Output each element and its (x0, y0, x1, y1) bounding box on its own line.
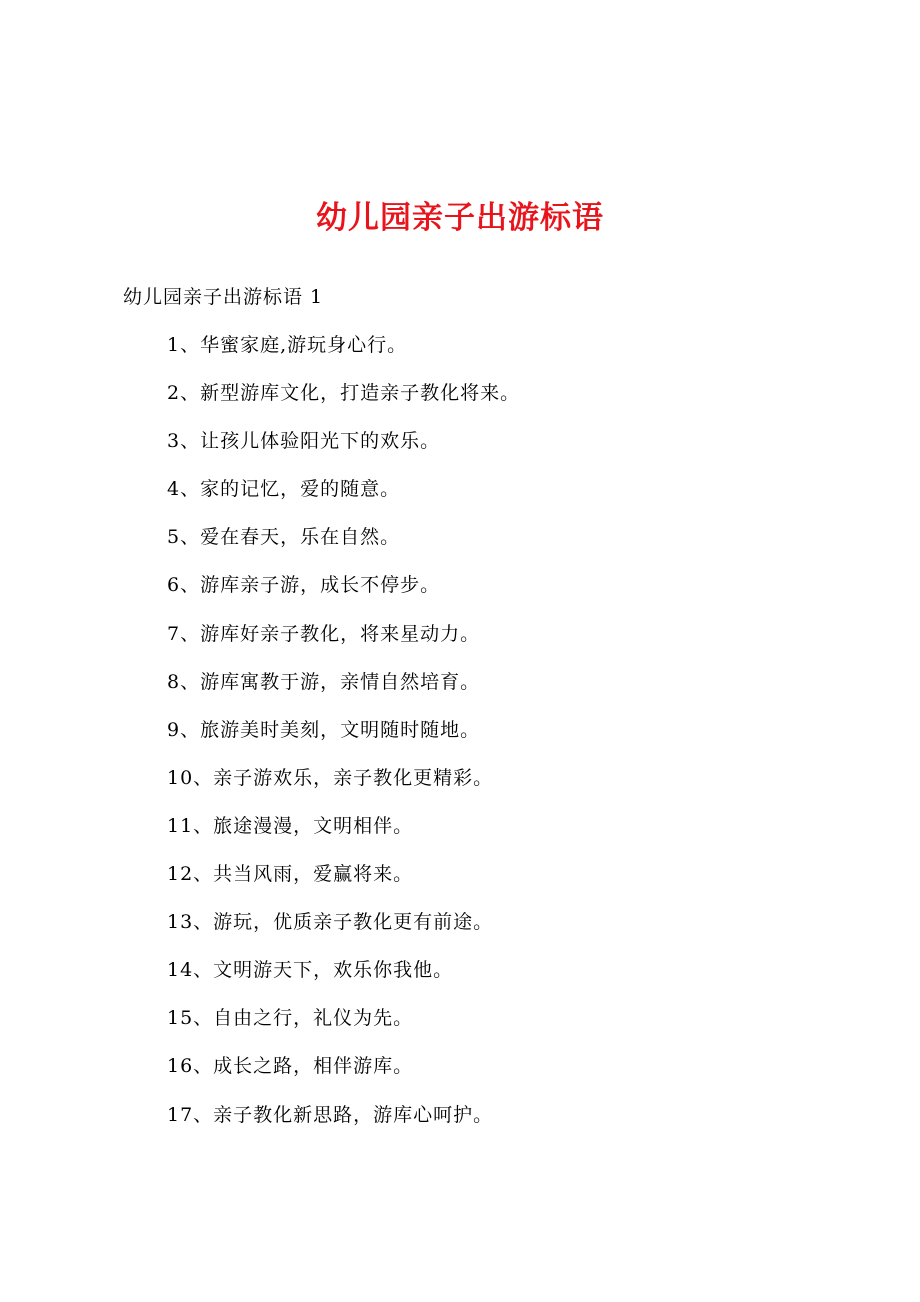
slogan-item: 16、成长之路，相伴游库。 (167, 1055, 414, 1078)
slogan-list (167, 330, 520, 1148)
slogan-item: 1、华蜜家庭,游玩身心行。 (167, 334, 408, 356)
slogan-item: 3、让孩儿体验阳光下的欢乐。 (167, 430, 441, 453)
section-heading: 幼儿园亲子出游标语 1 (123, 286, 324, 308)
slogan-item: 17、亲子教化新思路，游库心呵护。 (167, 1103, 494, 1126)
slogan-item: 11、旅途漫漫，文明相伴。 (167, 814, 414, 837)
slogan-item: 5、爱在春天，乐在自然。 (167, 526, 401, 549)
slogan-item: 7、游库好亲子教化，将来星动力。 (167, 622, 481, 645)
slogan-item: 8、游库寓教于游，亲情自然培育。 (167, 670, 481, 693)
slogan-item: 6、游库亲子游，成长不停步。 (167, 574, 441, 597)
slogan-item: 2、新型游库文化，打造亲子教化将来。 (167, 382, 521, 405)
slogan-item: 4、家的记忆，爱的随意。 (167, 478, 401, 501)
slogan-item: 15、自由之行，礼仪为先。 (167, 1007, 414, 1030)
slogan-item: 10、亲子游欢乐，亲子教化更精彩。 (167, 766, 494, 789)
slogan-item: 12、共当风雨，爱赢将来。 (167, 863, 414, 886)
document-title: 幼儿园亲子出游标语 (316, 200, 604, 236)
slogan-item: 13、游玩，优质亲子教化更有前途。 (167, 911, 494, 934)
slogan-item: 9、旅游美时美刻，文明随时随地。 (167, 718, 481, 741)
slogan-item: 14、文明游天下，欢乐你我他。 (167, 959, 454, 982)
